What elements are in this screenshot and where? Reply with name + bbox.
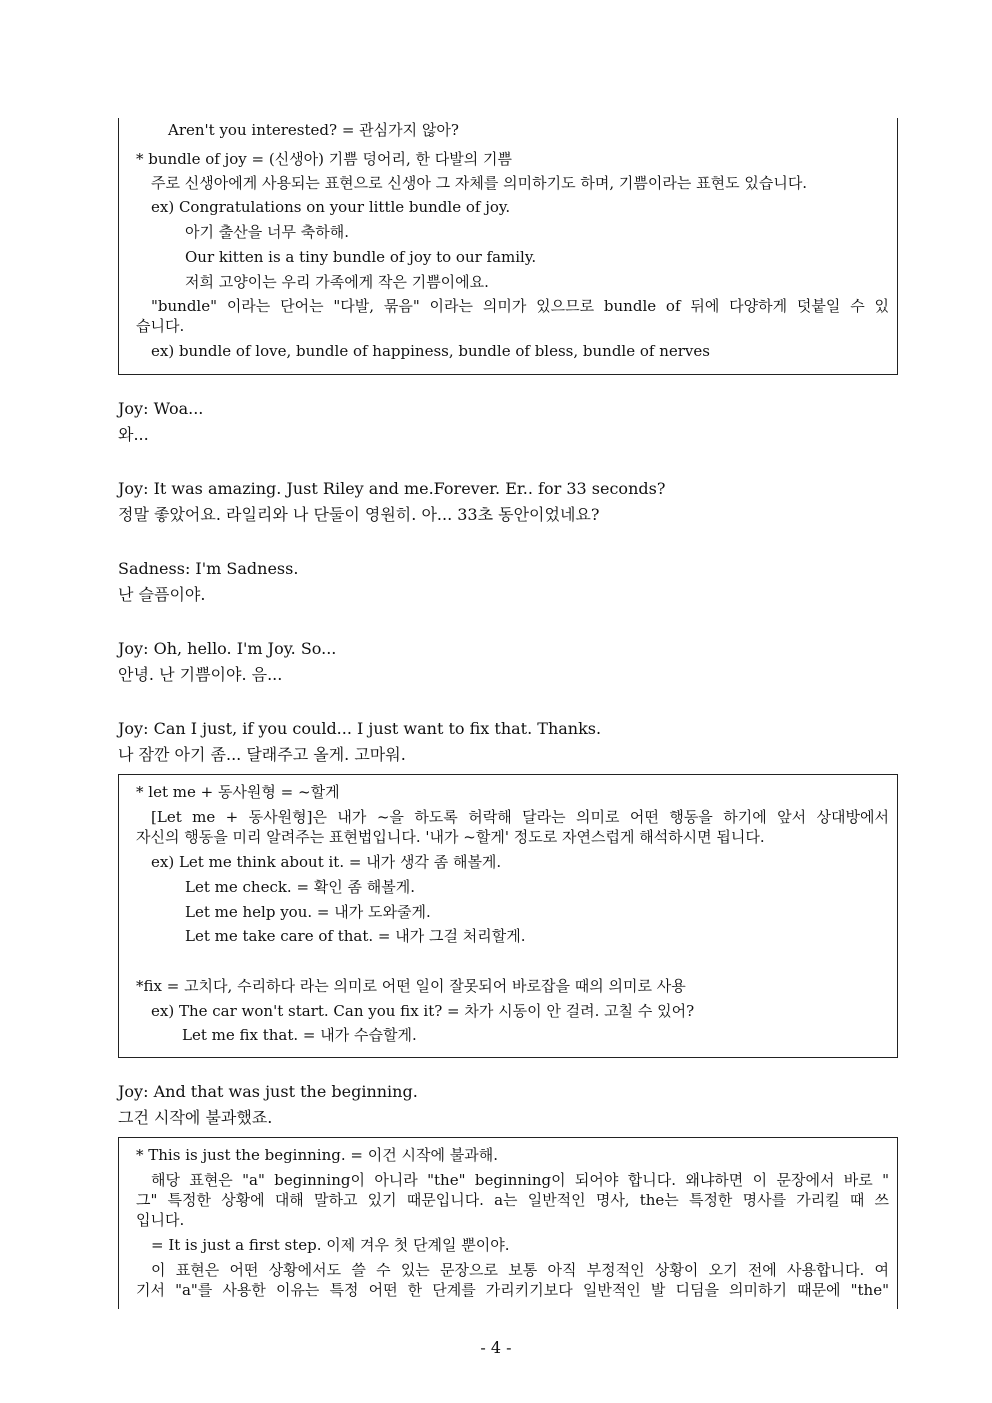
dialogue-en xyxy=(118,398,203,420)
dialogue-ko: 와... xyxy=(118,425,149,444)
note-example: ex) bundle of love, bundle of happiness, bundle of bless, bundle of nerves xyxy=(151,342,710,360)
dialogue-text: Woa... xyxy=(153,399,204,418)
dialogue-ko: 안녕. 난 기쁨이야. 음... xyxy=(118,665,283,684)
note-line: 아기 출산을 너무 축하해. xyxy=(185,223,349,241)
dialogue-en xyxy=(118,478,665,500)
note-line: 저희 고양이는 우리 가족에게 작은 기쁨이에요. xyxy=(185,273,489,291)
note-example: ex) Congratulations on your little bundle of joy. xyxy=(151,198,511,216)
speaker: Joy: xyxy=(118,399,149,418)
dialogue-text: Oh, hello. I'm Joy. So... xyxy=(153,639,337,658)
dialogue-en xyxy=(118,638,336,660)
note-heading: * let me + 동사원형 = ~할게 xyxy=(136,783,340,801)
note-line: 자신의 행동을 미리 알려주는 표현법입니다. '내가 ~할게' 정도로 자연스럽게 해석하시면 됩니다. xyxy=(136,828,765,846)
note-line: 기서 "a"를 사용한 이유는 특정 어떤 한 단계를 가리키기보다 일반적인 발 디딤을 의미하기 때문에 "the" xyxy=(136,1281,889,1299)
speaker: Joy: xyxy=(118,719,149,738)
note-example: ex) Let me think about it. = 내가 생각 좀 해볼게. xyxy=(151,853,502,871)
note-line: Let me fix that. = 내가 수습할게. xyxy=(182,1026,417,1044)
note-line: 입니다. xyxy=(136,1211,185,1229)
dialogue-text: Can I just, if you could... I just want to fix that. Thanks. xyxy=(153,719,602,738)
note-box-beginning xyxy=(118,1137,898,1309)
note-line: 이 표현은 어떤 상황에서도 쓸 수 있는 문장으로 보통 아직 부정적인 상황이 오기 전에 사용합니다. 여 xyxy=(151,1261,889,1279)
dialogue-ko: 그건 시작에 불과했죠. xyxy=(118,1108,273,1127)
note-heading: * This is just the beginning. = 이건 시작에 불과해. xyxy=(136,1146,498,1164)
dialogue-ko: 정말 좋았어요. 라일리와 나 단둘이 영원히. 아... 33초 동안이었네요? xyxy=(118,505,600,524)
note-line: Our kitten is a tiny bundle of joy to our family. xyxy=(185,248,537,266)
note-line: 그" 특정한 상황에 대해 말하고 있기 때문입니다. a는 일반적인 명사, the는 특정한 명사를 가리킬 때 쓰 xyxy=(136,1191,889,1209)
note-line: 해당 표현은 "a" beginning이 아니라 "the" beginning이 되어야 합니다. 왜냐하면 이 문장에서 바로 " xyxy=(151,1171,889,1189)
note-line: Let me take care of that. = 내가 그걸 처리할게. xyxy=(185,927,526,945)
note-line: = It is just a first step. 이제 겨우 첫 단계일 뿐이야. xyxy=(151,1236,510,1254)
dialogue-en xyxy=(118,558,298,580)
note-line: [Let me + 동사원형]은 내가 ~을 하도록 허락해 달라는 의미로 어떤 행동을 하기에 앞서 상대방에서 xyxy=(151,808,889,826)
speaker: Sadness: xyxy=(118,559,191,578)
dialogue-ko: 나 잠깐 아기 좀... 달래주고 올게. 고마워. xyxy=(118,745,406,764)
dialogue-text: It was amazing. Just Riley and me.Forever. Er.. for 33 seconds? xyxy=(153,479,666,498)
dialogue-text: I'm Sadness. xyxy=(195,559,299,578)
note-heading: *fix = 고치다, 수리하다 라는 의미로 어떤 일이 잘못되어 바로잡을 때의 의미로 사용 xyxy=(136,977,686,995)
note-box-bundle-of-joy xyxy=(118,118,898,375)
dialogue-en xyxy=(118,718,601,740)
note-line: 습니다. xyxy=(136,317,185,335)
dialogue-ko: 난 슬픔이야. xyxy=(118,585,206,604)
speaker: Joy: xyxy=(118,1082,149,1101)
note-line: "bundle" 이라는 단어는 "다발, 묶음" 이라는 의미가 있으므로 bundle of 뒤에 다양하게 덧붙일 수 있 xyxy=(151,297,889,315)
note-line: Let me help you. = 내가 도와줄게. xyxy=(185,903,431,921)
dialogue-text: And that was just the beginning. xyxy=(153,1082,418,1101)
page-number: - 4 - xyxy=(480,1338,512,1357)
note-line: Let me check. = 확인 좀 해볼게. xyxy=(185,878,416,896)
note-line: 주로 신생아에게 사용되는 표현으로 신생아 그 자체를 의미하기도 하며, 기쁨이라는 표현도 있습니다. xyxy=(151,174,808,192)
note-line: Aren't you interested? = 관심가지 않아? xyxy=(168,121,459,139)
dialogue-en xyxy=(118,1081,418,1103)
speaker: Joy: xyxy=(118,479,149,498)
note-box-let-me xyxy=(118,774,898,1058)
speaker: Joy: xyxy=(118,639,149,658)
note-example: ex) The car won't start. Can you fix it? = 차가 시동이 안 걸려. 고칠 수 있어? xyxy=(151,1002,695,1020)
note-heading: * bundle of joy = (신생아) 기쁨 덩어리, 한 다발의 기쁨 xyxy=(136,150,513,168)
